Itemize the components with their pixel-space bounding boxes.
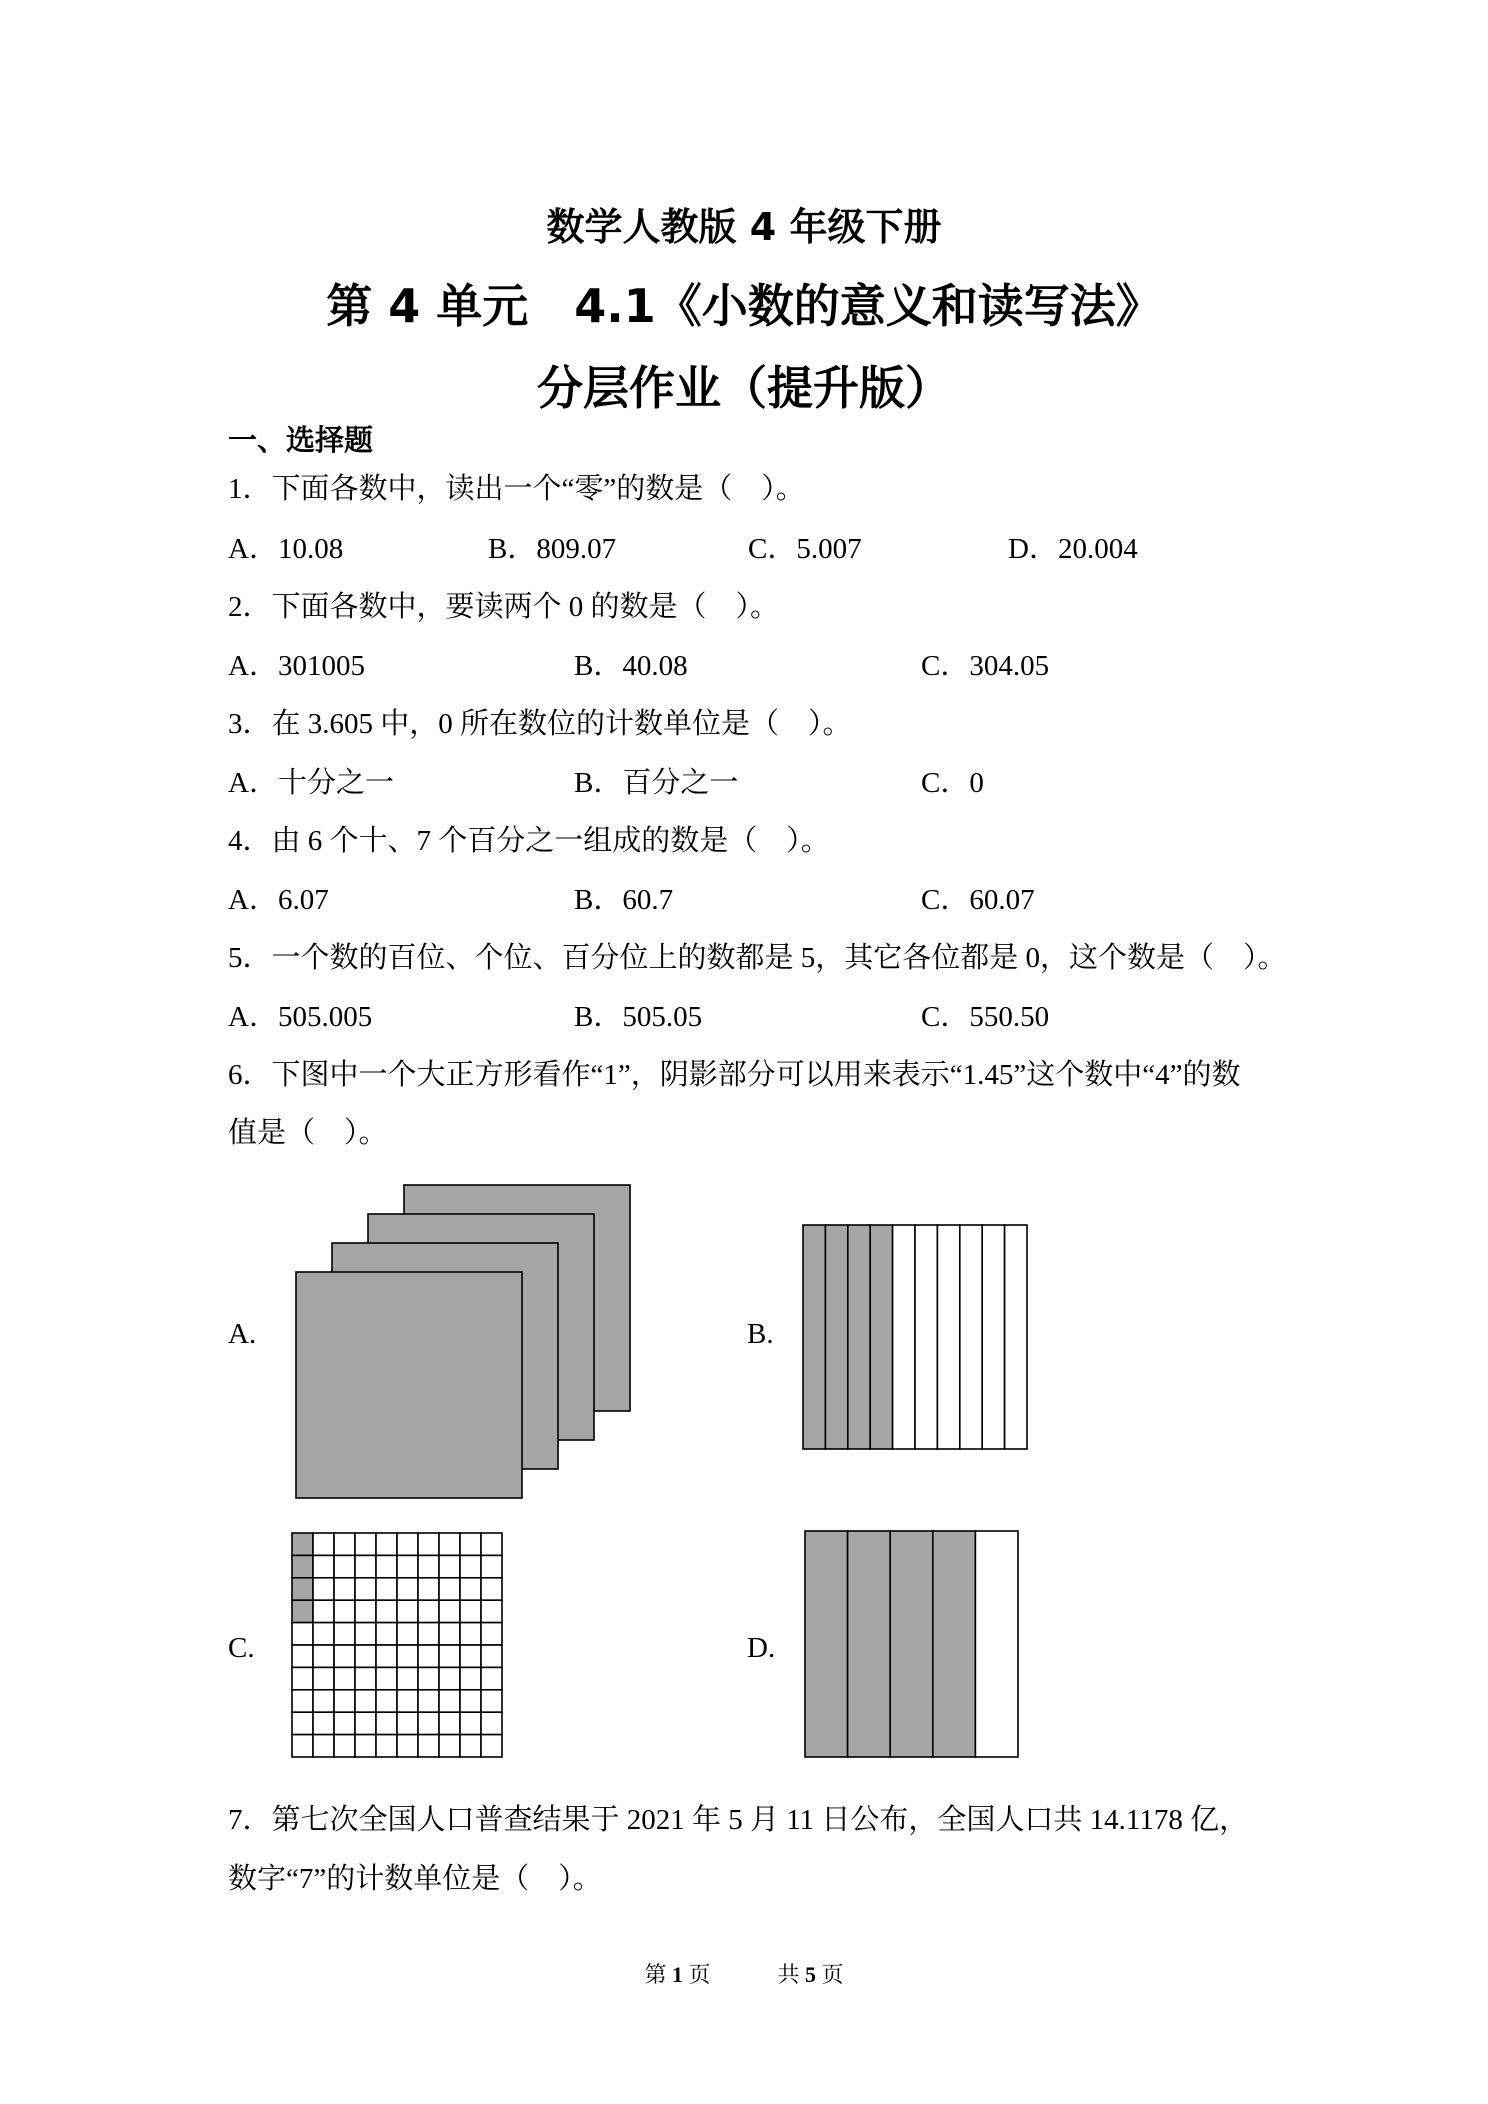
grid-cell [418,1533,439,1555]
grid-cell [481,1735,502,1757]
grid-cell [334,1667,355,1689]
q5-option-b: B．505.05 [574,1001,703,1033]
grid-cell [355,1667,376,1689]
grid-cell [376,1690,397,1712]
q1-option-b: B．809.07 [488,533,617,565]
q4-option-b: B．60.7 [574,884,674,916]
grid-cell [292,1667,313,1689]
grid-cell [313,1533,334,1555]
grid-cell [376,1555,397,1577]
grid-cell [376,1735,397,1757]
grid-cell [439,1735,460,1757]
question-2: 2．下面各数中，要读两个 0 的数是（ ）。 [228,591,780,623]
q4-option-c: C．60.07 [921,884,1035,916]
q2-option-c: C．304.05 [921,650,1050,682]
grid-cell [292,1735,313,1757]
grid-cell [355,1690,376,1712]
q3-option-b: B．百分之一 [574,767,739,799]
grid-cell [460,1712,481,1734]
grid-cell [418,1690,439,1712]
grid-cell [439,1555,460,1577]
q4-option-a: A．6.07 [228,884,329,916]
grid-cell [292,1578,313,1600]
grid-cell [439,1667,460,1689]
grid-cell [397,1623,418,1645]
q3-option-c: C．0 [921,767,984,799]
grid-cell [439,1712,460,1734]
grid-cell [397,1690,418,1712]
q3-option-a: A．十分之一 [228,767,394,799]
grid-cell [376,1533,397,1555]
question-5: 5．一个数的百位、个位、百分位上的数都是 5，其它各位都是 0，这个数是（ ）。 [228,942,1287,974]
figure-label-a: A. [228,1318,257,1350]
grid-cell [481,1623,502,1645]
footer-page-prefix: 第 [644,1962,667,1987]
grid-cell [376,1645,397,1667]
grid-cell [313,1645,334,1667]
grid-cell [418,1600,439,1622]
grid-cell [481,1555,502,1577]
question-7-line1: 7．第七次全国人口普查结果于 2021 年 5 月 11 日公布，全国人口共 14.1178 亿， [228,1804,1249,1836]
grid-cell [292,1645,313,1667]
grid-cell [292,1600,313,1622]
figure-c-hundredths-grid [291,1532,503,1758]
grid-cell [355,1578,376,1600]
grid-cell [418,1623,439,1645]
grid-cell [439,1690,460,1712]
fifth-column-2 [848,1531,891,1757]
question-1: 1．下面各数中，读出一个“零”的数是（ ）。 [228,473,805,505]
grid-cell [418,1555,439,1577]
q1-option-d: D．20.004 [1008,533,1138,565]
grid-cell [355,1623,376,1645]
grid-cell [460,1667,481,1689]
question-6-line2: 值是（ ）。 [228,1117,388,1149]
grid-cell [292,1555,313,1577]
grid-cell [418,1735,439,1757]
grid-cell [397,1533,418,1555]
grid-cell [376,1667,397,1689]
tenth-column-2 [825,1225,847,1449]
grid-cell [334,1533,355,1555]
grid-cell [460,1555,481,1577]
grid-cell [292,1623,313,1645]
grid-cell [481,1645,502,1667]
grid-cell [397,1712,418,1734]
grid-cell [439,1600,460,1622]
grid-cell [292,1712,313,1734]
grid-cell [460,1600,481,1622]
question-4: 4．由 6 个十、7 个百分之一组成的数是（ ）。 [228,825,830,857]
figure-label-c: C. [228,1632,255,1664]
grid-cell [313,1712,334,1734]
tenth-column-4 [870,1225,892,1449]
grid-cell [376,1623,397,1645]
grid-cell [418,1667,439,1689]
grid-cell [397,1645,418,1667]
grid-cell [313,1667,334,1689]
footer-total-suffix: 页 [821,1962,844,1987]
grid-cell [376,1600,397,1622]
grid-cell [334,1735,355,1757]
tenth-column-1 [803,1225,825,1449]
grid-cell [397,1578,418,1600]
tenth-column-6 [915,1225,937,1449]
grid-cell [481,1578,502,1600]
grid-cell [334,1578,355,1600]
figure-d-fifths-bar [804,1530,1019,1758]
stacked-square-1 [296,1272,522,1498]
grid-cell [292,1533,313,1555]
tenth-column-5 [893,1225,915,1449]
grid-cell [481,1690,502,1712]
grid-cell [481,1600,502,1622]
footer-page-number: 1 [671,1962,683,1987]
figure-b-tenths-bar [802,1224,1028,1450]
grid-cell [460,1690,481,1712]
figure-label-b: B. [747,1318,774,1350]
grid-cell [418,1645,439,1667]
fifth-column-3 [890,1531,933,1757]
grid-cell [439,1645,460,1667]
grid-cell [313,1600,334,1622]
grid-cell [376,1712,397,1734]
grid-cell [376,1578,397,1600]
grid-cell [418,1712,439,1734]
grid-cell [355,1533,376,1555]
q2-option-b: B．40.08 [574,650,688,682]
grid-cell [460,1533,481,1555]
grid-cell [481,1712,502,1734]
footer-total-number: 5 [805,1962,817,1987]
grid-cell [334,1555,355,1577]
grid-cell [334,1712,355,1734]
q1-option-c: C．5.007 [748,533,862,565]
question-6-line1: 6．下图中一个大正方形看作“1”，阴影部分可以用来表示“1.45”这个数中“4”的数 [228,1059,1241,1091]
page-footer [0,1958,1488,1989]
grid-cell [313,1623,334,1645]
grid-cell [397,1600,418,1622]
footer-total-prefix: 共 [777,1962,800,1987]
grid-cell [439,1578,460,1600]
q2-option-a: A．301005 [228,650,365,682]
doc-title-line3: 分层作业（提升版） [537,361,951,415]
q5-option-c: C．550.50 [921,1001,1050,1033]
tenth-column-8 [960,1225,982,1449]
doc-title-line1: 数学人教版 4 年级下册 [546,205,942,249]
q1-option-a: A．10.08 [228,533,344,565]
grid-cell [355,1555,376,1577]
grid-cell [355,1645,376,1667]
section-title: 一、选择题 [228,423,374,457]
grid-cell [418,1578,439,1600]
grid-cell [334,1645,355,1667]
grid-cell [460,1578,481,1600]
grid-cell [481,1533,502,1555]
tenth-column-7 [937,1225,959,1449]
tenth-column-9 [982,1225,1004,1449]
grid-cell [439,1623,460,1645]
grid-cell [460,1645,481,1667]
grid-cell [313,1555,334,1577]
question-7-line2: 数字“7”的计数单位是（ ）。 [228,1863,602,1895]
fifth-column-5 [975,1531,1018,1757]
grid-cell [397,1667,418,1689]
grid-cell [334,1690,355,1712]
grid-cell [334,1623,355,1645]
tenth-column-10 [1005,1225,1027,1449]
grid-cell [481,1667,502,1689]
question-3: 3．在 3.605 中，0 所在数位的计数单位是（ ）。 [228,708,852,740]
grid-cell [313,1578,334,1600]
grid-cell [460,1623,481,1645]
q5-option-a: A．505.005 [228,1001,373,1033]
footer-page-suffix: 页 [688,1962,711,1987]
grid-cell [355,1600,376,1622]
grid-cell [355,1712,376,1734]
fifth-column-4 [933,1531,976,1757]
grid-cell [292,1690,313,1712]
grid-cell [313,1735,334,1757]
grid-cell [397,1735,418,1757]
grid-cell [313,1690,334,1712]
grid-cell [355,1735,376,1757]
grid-cell [334,1600,355,1622]
tenth-column-3 [848,1225,870,1449]
grid-cell [397,1555,418,1577]
fifth-column-1 [805,1531,848,1757]
doc-title-line2: 第 4 单元 4.1《小数的意义和读写法》 [326,279,1162,333]
grid-cell [439,1533,460,1555]
figure-label-d: D. [747,1632,776,1664]
grid-cell [460,1735,481,1757]
